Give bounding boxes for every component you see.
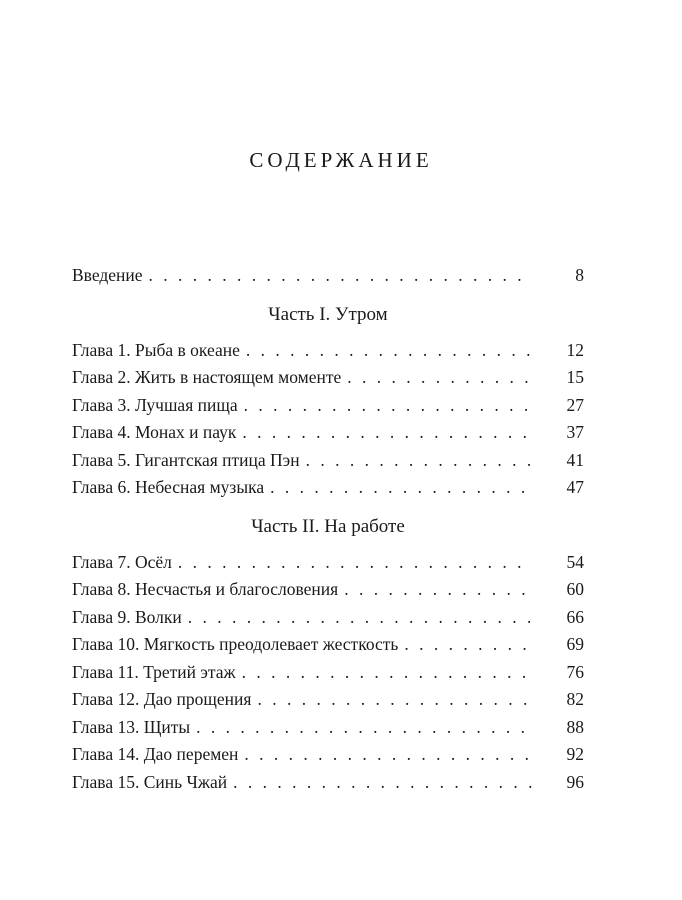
toc-entry-page: 54 xyxy=(566,551,584,572)
dot-leader xyxy=(233,769,532,797)
toc-entry-chapter-6[interactable] xyxy=(72,474,584,502)
dot-leader xyxy=(270,474,532,502)
toc-entry-chapter-3[interactable] xyxy=(72,392,584,420)
toc-entry-chapter-8[interactable] xyxy=(72,576,584,604)
dot-leader xyxy=(257,686,532,714)
toc-entry-chapter-2[interactable] xyxy=(72,364,584,392)
toc-entry-page: 66 xyxy=(566,606,584,627)
toc-entry-chapter-15[interactable] xyxy=(72,769,584,797)
toc-entry-label: Глава 11. Третий этаж xyxy=(72,661,236,682)
dot-leader xyxy=(344,576,532,604)
toc-entry-chapter-13[interactable] xyxy=(72,714,584,742)
toc-entry-chapter-4[interactable] xyxy=(72,419,584,447)
toc-entry-chapter-7[interactable] xyxy=(72,549,584,577)
toc-entry-label: Глава 4. Монах и паук xyxy=(72,422,237,442)
toc-entry-label: Глава 1. Рыба в океане xyxy=(72,339,240,360)
toc-entry-label: Глава 12. Дао прощения xyxy=(72,689,252,709)
dot-leader xyxy=(178,549,532,577)
toc-entry-chapter-1[interactable] xyxy=(72,337,584,365)
toc-entry-page: 76 xyxy=(566,661,584,682)
toc-entry-chapter-9[interactable] xyxy=(72,604,584,632)
part-heading-2: Часть II. На работе xyxy=(251,515,405,537)
toc-entry-label: Глава 3. Лучшая пища xyxy=(72,394,238,415)
toc-entry-page: 27 xyxy=(566,394,584,415)
dot-leader xyxy=(188,604,532,632)
toc-entry-page: 69 xyxy=(566,634,584,654)
toc-entry-chapter-12[interactable] xyxy=(72,686,584,714)
toc-entry-page: 82 xyxy=(566,689,584,709)
toc-entry-page: 37 xyxy=(566,422,584,442)
toc-entry-label: Глава 6. Небесная музыка xyxy=(72,477,265,497)
dot-leader xyxy=(347,364,532,392)
dot-leader xyxy=(244,741,532,769)
toc-entry-label: Глава 15. Синь Чжай xyxy=(72,771,228,792)
toc-entry-label: Глава 9. Волки xyxy=(72,606,182,627)
toc-entry-page: 88 xyxy=(566,716,584,737)
toc-entry-page: 96 xyxy=(566,771,584,792)
toc-entry-chapter-14[interactable] xyxy=(72,741,584,769)
toc-entry-page: 12 xyxy=(566,339,584,360)
table-of-contents xyxy=(72,262,584,796)
toc-entry-label: Глава 7. Осёл xyxy=(72,551,172,572)
toc-entry-page: 60 xyxy=(566,579,584,599)
toc-entry-chapter-11[interactable] xyxy=(72,659,584,687)
toc-entry-label: Глава 14. Дао перемен xyxy=(72,744,239,764)
dot-leader xyxy=(242,419,532,447)
toc-entry-page: 15 xyxy=(566,367,584,387)
toc-entry-chapter-10[interactable] xyxy=(72,631,584,659)
toc-entry-chapter-5[interactable] xyxy=(72,447,584,475)
toc-entry-intro[interactable] xyxy=(72,262,584,290)
toc-entry-label: Глава 13. Щиты xyxy=(72,716,191,737)
toc-entry-label: Глава 2. Жить в настоящем моменте xyxy=(72,367,342,387)
dot-leader xyxy=(404,631,532,659)
toc-entry-page: 41 xyxy=(566,449,584,470)
dot-leader xyxy=(244,392,532,420)
toc-entry-label: Глава 10. Мягкость преодолевает жесткость xyxy=(72,634,399,654)
toc-entry-page: 92 xyxy=(566,744,584,764)
toc-entry-label: Глава 8. Несчастья и благословения xyxy=(72,579,339,599)
dot-leader xyxy=(306,447,532,475)
toc-entry-page: 47 xyxy=(566,477,584,497)
dot-leader xyxy=(196,714,532,742)
dot-leader xyxy=(246,337,532,365)
dot-leader xyxy=(149,262,532,290)
part-heading-1: Часть I. Утром xyxy=(268,303,388,325)
toc-entry-label: Введение xyxy=(72,265,143,285)
toc-entry-label: Глава 5. Гигантская птица Пэн xyxy=(72,449,300,470)
toc-entry-page: 8 xyxy=(575,265,584,285)
dot-leader xyxy=(242,659,532,687)
page-title: СОДЕРЖАНИЕ xyxy=(249,148,433,172)
